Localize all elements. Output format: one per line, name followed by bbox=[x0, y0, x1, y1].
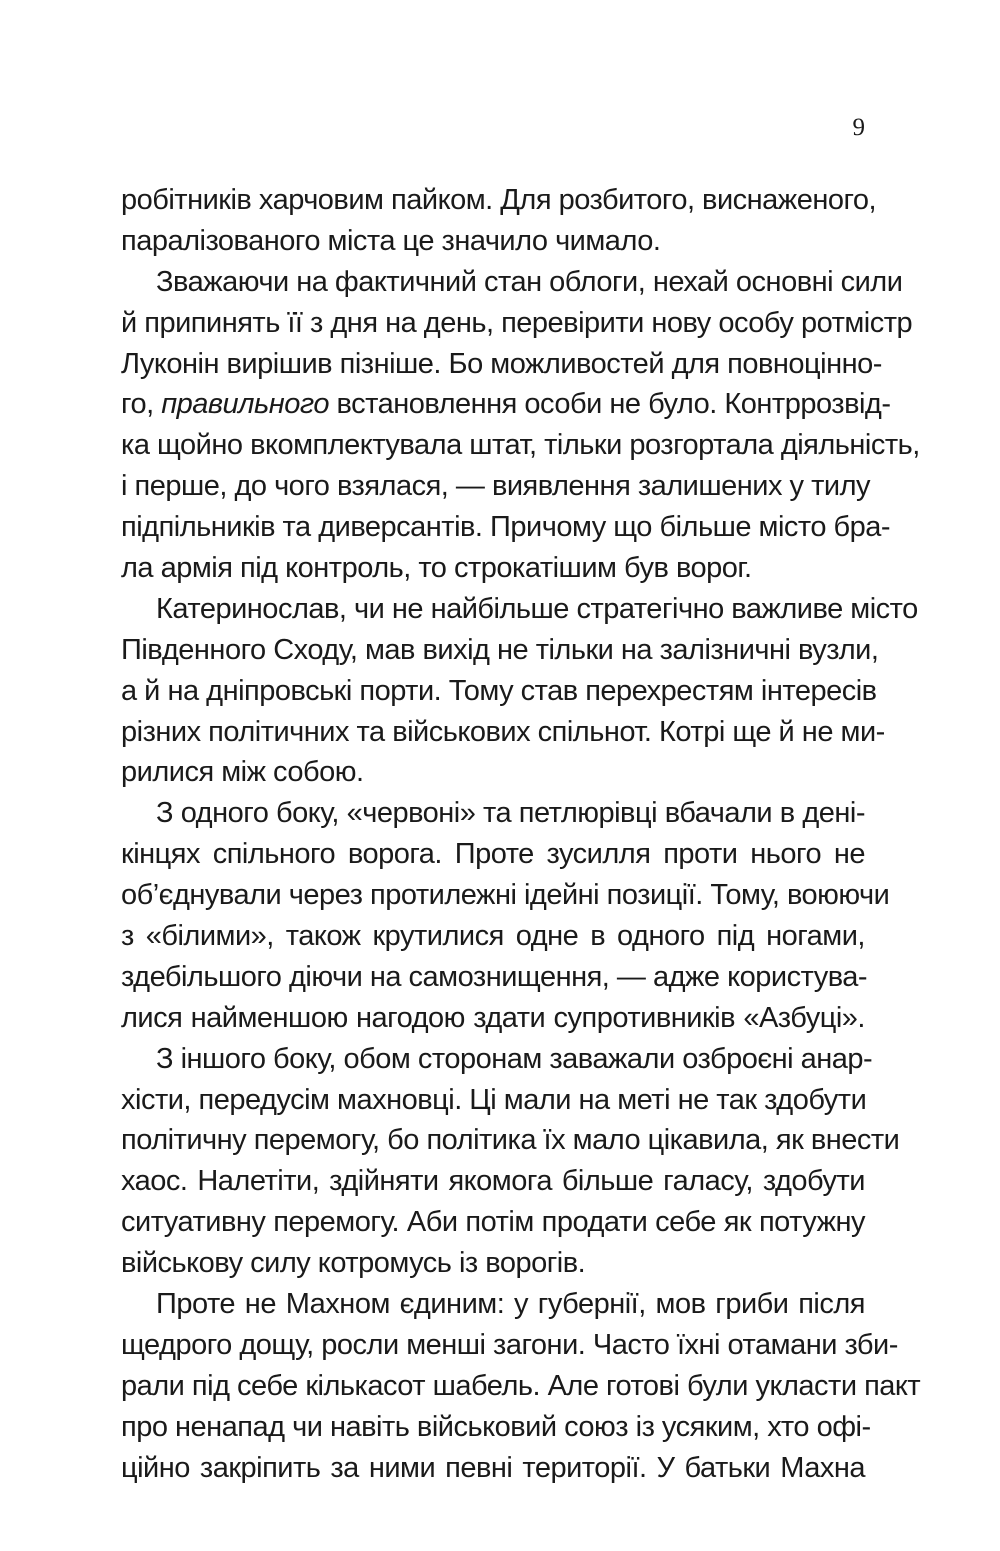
text-line: рали під себе кількасот шабель. Але готові були укласти пакт bbox=[121, 1369, 921, 1402]
text-line: й припинять її з дня на день, перевірити нову особу ротмістр bbox=[121, 306, 913, 339]
text-line: хаос. Налетіти, здійняти якомога більше галасу, здобути bbox=[121, 1165, 865, 1198]
text-line: ситуативну перемогу. Аби потім продати себе як потужну bbox=[121, 1206, 865, 1239]
text-line: різних політичних та військових спільнот. Котрі ще й не ми- bbox=[121, 715, 885, 748]
text-line: здебільшого діючи на самознищення, — адже користува- bbox=[121, 960, 868, 993]
text-line bbox=[121, 384, 891, 425]
text-line: військову силу котромусь із ворогів. bbox=[121, 1247, 586, 1280]
text-line: хісти, передусім махновці. Ці мали на меті не так здобути bbox=[121, 1083, 867, 1116]
body-text bbox=[121, 180, 921, 1489]
text-line: З одного боку, «червоні» та петлюрівці вбачали в дені- bbox=[156, 797, 865, 830]
text-fragment: встановлення особи не було. Контррозвід- bbox=[328, 388, 891, 421]
text-line: Зважаючи на фактичний стан облоги, нехай основні сили bbox=[156, 265, 903, 298]
text-line: з «білими», також крутилися одне в одного під ногами, bbox=[121, 920, 865, 953]
text-line: Південного Сходу, мав вихід не тільки на залізничні вузли, bbox=[121, 633, 879, 666]
emphasis-text: правильного bbox=[161, 388, 329, 421]
text-line: лися найменшою нагодою здати супротивників «Азбуці». bbox=[121, 1001, 865, 1034]
text-line: ка щойно вкомплектувала штат, тільки розгортала діяльність, bbox=[121, 429, 920, 462]
text-line: З іншого боку, обом сторонам заважали озброєні анар- bbox=[156, 1042, 873, 1075]
text-line: Катеринослав, чи не найбільше стратегічно важливе місто bbox=[156, 592, 918, 625]
text-line: а й на дніпровські порти. Тому став перехрестям інтересів bbox=[121, 674, 877, 707]
text-line: рилися між собою. bbox=[121, 756, 364, 789]
text-line: політичну перемогу, бо політика їх мало цікавила, як внести bbox=[121, 1124, 900, 1157]
text-line: робітників харчовим пайком. Для розбитого, виснаженого, bbox=[121, 184, 877, 216]
text-line: ційно закріпить за ними певні території. У батьки Махна bbox=[121, 1451, 865, 1484]
text-line: і перше, до чого взялася, — виявлення залишених у тилу bbox=[121, 470, 871, 503]
text-line: об’єднували через протилежні ідейні позиції. Тому, воюючи bbox=[121, 879, 890, 912]
text-line: паралізованого міста це значило чимало. bbox=[121, 224, 661, 257]
page-number: 9 bbox=[852, 114, 865, 141]
text-fragment: го, bbox=[121, 388, 162, 421]
text-line: Луконін вирішив пізніше. Бо можливостей для повноцінно- bbox=[121, 347, 882, 380]
text-line: Проте не Махном єдиним: у губернії, мов гриби після bbox=[156, 1288, 865, 1321]
text-line: кінцях спільного ворога. Проте зусилля проти нього не bbox=[121, 838, 865, 871]
text-line: щедрого дощу, росли менші загони. Часто їхні отамани зби- bbox=[121, 1328, 898, 1361]
text-line: підпільників та диверсантів. Причому що більше місто бра- bbox=[121, 511, 891, 544]
text-line: ла армія під контроль, то строкатішим був ворог. bbox=[121, 552, 752, 585]
text-line: про ненапад чи навіть військовий союз із усяким, хто офі- bbox=[121, 1410, 871, 1443]
